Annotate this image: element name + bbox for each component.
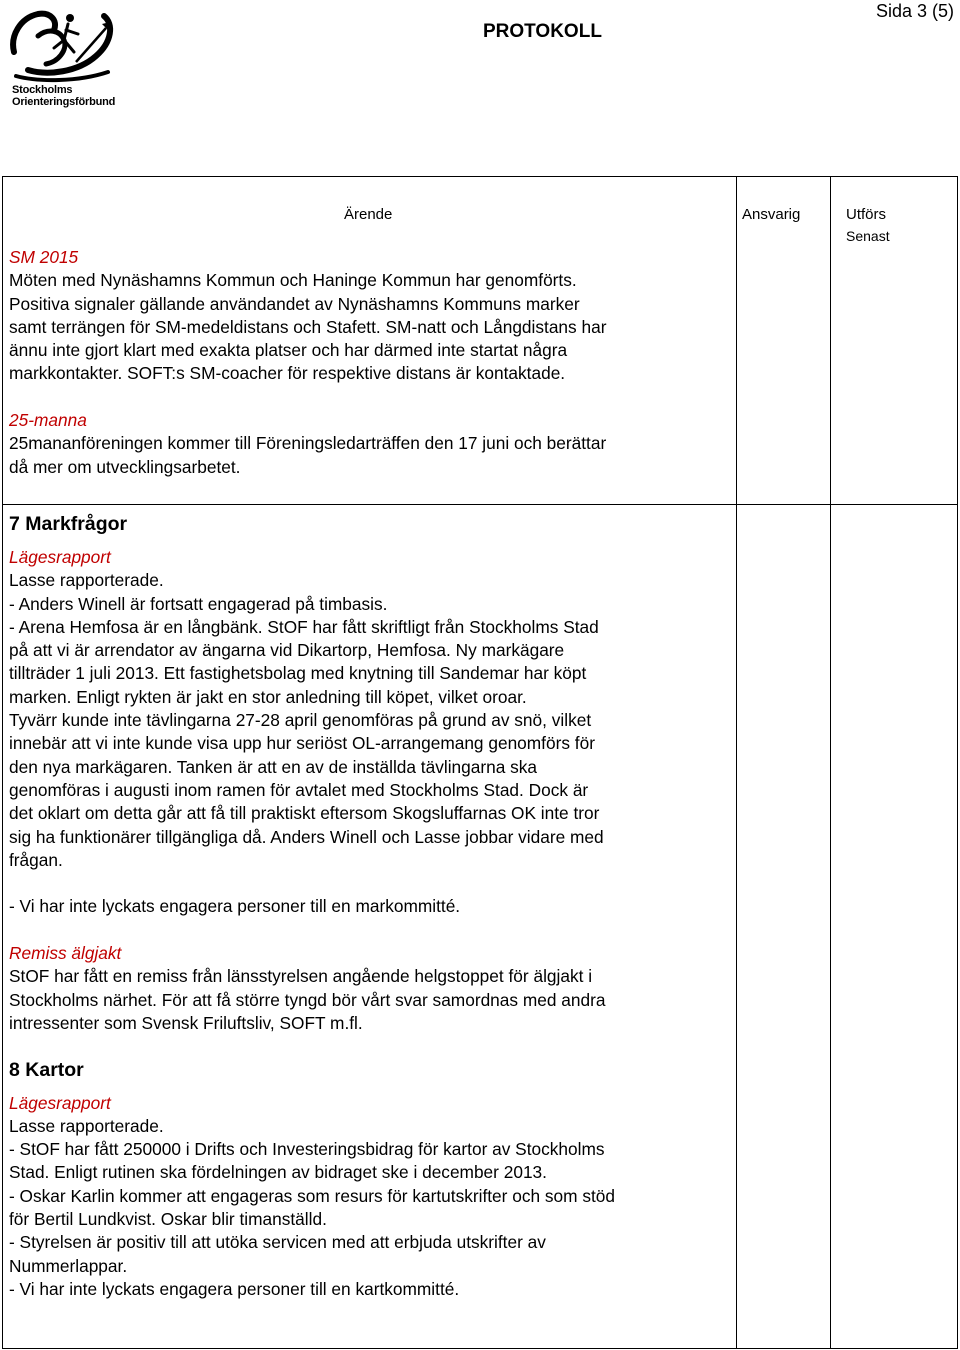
text-line: - Oskar Karlin kommer att engageras som resurs för kartutskrifter och som stöd (9, 1185, 615, 1206)
text-line: Positiva signaler gällande användandet av Nynäshamns Kommuns marker (9, 293, 580, 314)
text-line: ännu inte gjort klart med exakta platser och har därmed inte startat några (9, 340, 568, 361)
text-line: markkontakter. SOFT:s SM-coacher för respektive distans är kontaktade. (9, 363, 566, 384)
text-line: intressenter som Svensk Friluftsliv, SOFT m.fl. (9, 1012, 363, 1033)
text-line: Lasse rapporterade. (9, 570, 164, 591)
subheading-lagesrapport-kartor: Lägesrapport (9, 1092, 111, 1113)
section-heading-markfragor: 7 Markfrågor (9, 513, 128, 535)
text-line: - Vi har inte lyckats engagera personer till en kartkommitté. (9, 1278, 460, 1299)
text-line: frågan. (9, 849, 63, 870)
text-line: Tyvärr kunde inte tävlingarna 27-28 april genomföras på grund av snö, vilket (9, 710, 592, 731)
page-number: Sida 3 (5) (875, 1, 954, 21)
column-divider (830, 177, 831, 1348)
text-line: den nya markägaren. Tanken är att en av de inställda tävlingarna ska (9, 756, 538, 777)
section-heading-kartor: 8 Kartor (9, 1058, 84, 1081)
subheading-25-manna: 25-manna (9, 410, 87, 431)
orienteer-runner-icon (8, 6, 128, 84)
text-line: - Arena Hemfosa är en långbänk. StOF har fått skriftligt från Stockholms Stad (9, 616, 599, 637)
column-divider (736, 177, 737, 1348)
subheading-lagesrapport: Lägesrapport (9, 547, 111, 567)
text-line: - StOF har fått 250000 i Drifts och Investeringsbidrag för kartor av Stockholms (9, 1139, 605, 1160)
text-line: på att vi är arrendator av ängarna vid Dikartorp, Hemfosa. Ny markägare (9, 640, 565, 661)
text-line: Stad. Enligt rutinen ska fördelningen av bidraget ske i december 2013. (9, 1162, 547, 1183)
text-line: - Vi har inte lyckats engagera personer till en markommitté. (9, 896, 461, 917)
text-line: då mer om utvecklingsarbetet. (9, 456, 241, 477)
header-arende: Ärende (344, 206, 393, 223)
row-divider (3, 504, 957, 505)
org-name-line2: Orienteringsförbund (12, 96, 116, 108)
text-line: Stockholms närhet. För att få större tyngd bör vårt svar samordnas med andra (9, 989, 606, 1010)
header-utfors: Utförs (846, 206, 887, 223)
agenda-cell-sm (9, 246, 735, 479)
text-line: tillträder 1 juli 2013. Ett fastighetsbolag med knytning till Sandemar har köpt (9, 663, 587, 684)
text-line: 25mananföreningen kommer till Föreningsledarträffen den 17 juni och berättar (9, 433, 607, 454)
text-line: innebär att vi inte kunde visa upp hur seriöst OL-arrangemang genomförs för (9, 733, 595, 754)
protocol-table (2, 176, 958, 1349)
text-line: genomföras i augusti inom ramen för avtalet med Stockholms Stad. Dock är (9, 779, 589, 800)
text-line: sig ha funktionärer tillgängliga då. Anders Winell och Lasse jobbar vidare med (9, 826, 604, 847)
text-line: - Anders Winell är fortsatt engagerad på timbasis. (9, 593, 388, 614)
text-line: Lasse rapporterade. (9, 1115, 164, 1136)
document-title: PROTOKOLL (483, 21, 602, 42)
text-line: - Styrelsen är positiv till att utöka servicen med att erbjuda utskrifter av (9, 1232, 546, 1253)
text-line: marken. Enligt rykten är jakt en stor anledning till köpet, vilket oroar. (9, 686, 527, 707)
header-senast: Senast (846, 228, 890, 244)
agenda-cell-markfragor (9, 513, 735, 1301)
subheading-remiss-algjakt: Remiss älgjakt (9, 943, 122, 964)
org-logo (8, 6, 128, 110)
header-ansvarig: Ansvarig (742, 206, 801, 223)
org-name-line1: Stockholms (12, 84, 73, 96)
text-line: för Bertil Lundkvist. Oskar blir timanställd. (9, 1209, 327, 1230)
text-line: det oklart om detta går att få till praktiskt eftersom Skogsluffarnas OK inte tror (9, 803, 600, 824)
text-line: samt terrängen för SM-medeldistans och Stafett. SM-natt och Långdistans har (9, 316, 607, 337)
subheading-sm-2015: SM 2015 (9, 247, 79, 267)
text-line: Möten med Nynäshamns Kommun och Haninge Kommun har genomförts. (9, 270, 577, 291)
text-line: StOF har fått en remiss från länsstyrelsen angående helgstoppet för älgjakt i (9, 966, 593, 987)
text-line: Nummerlappar. (9, 1255, 128, 1276)
